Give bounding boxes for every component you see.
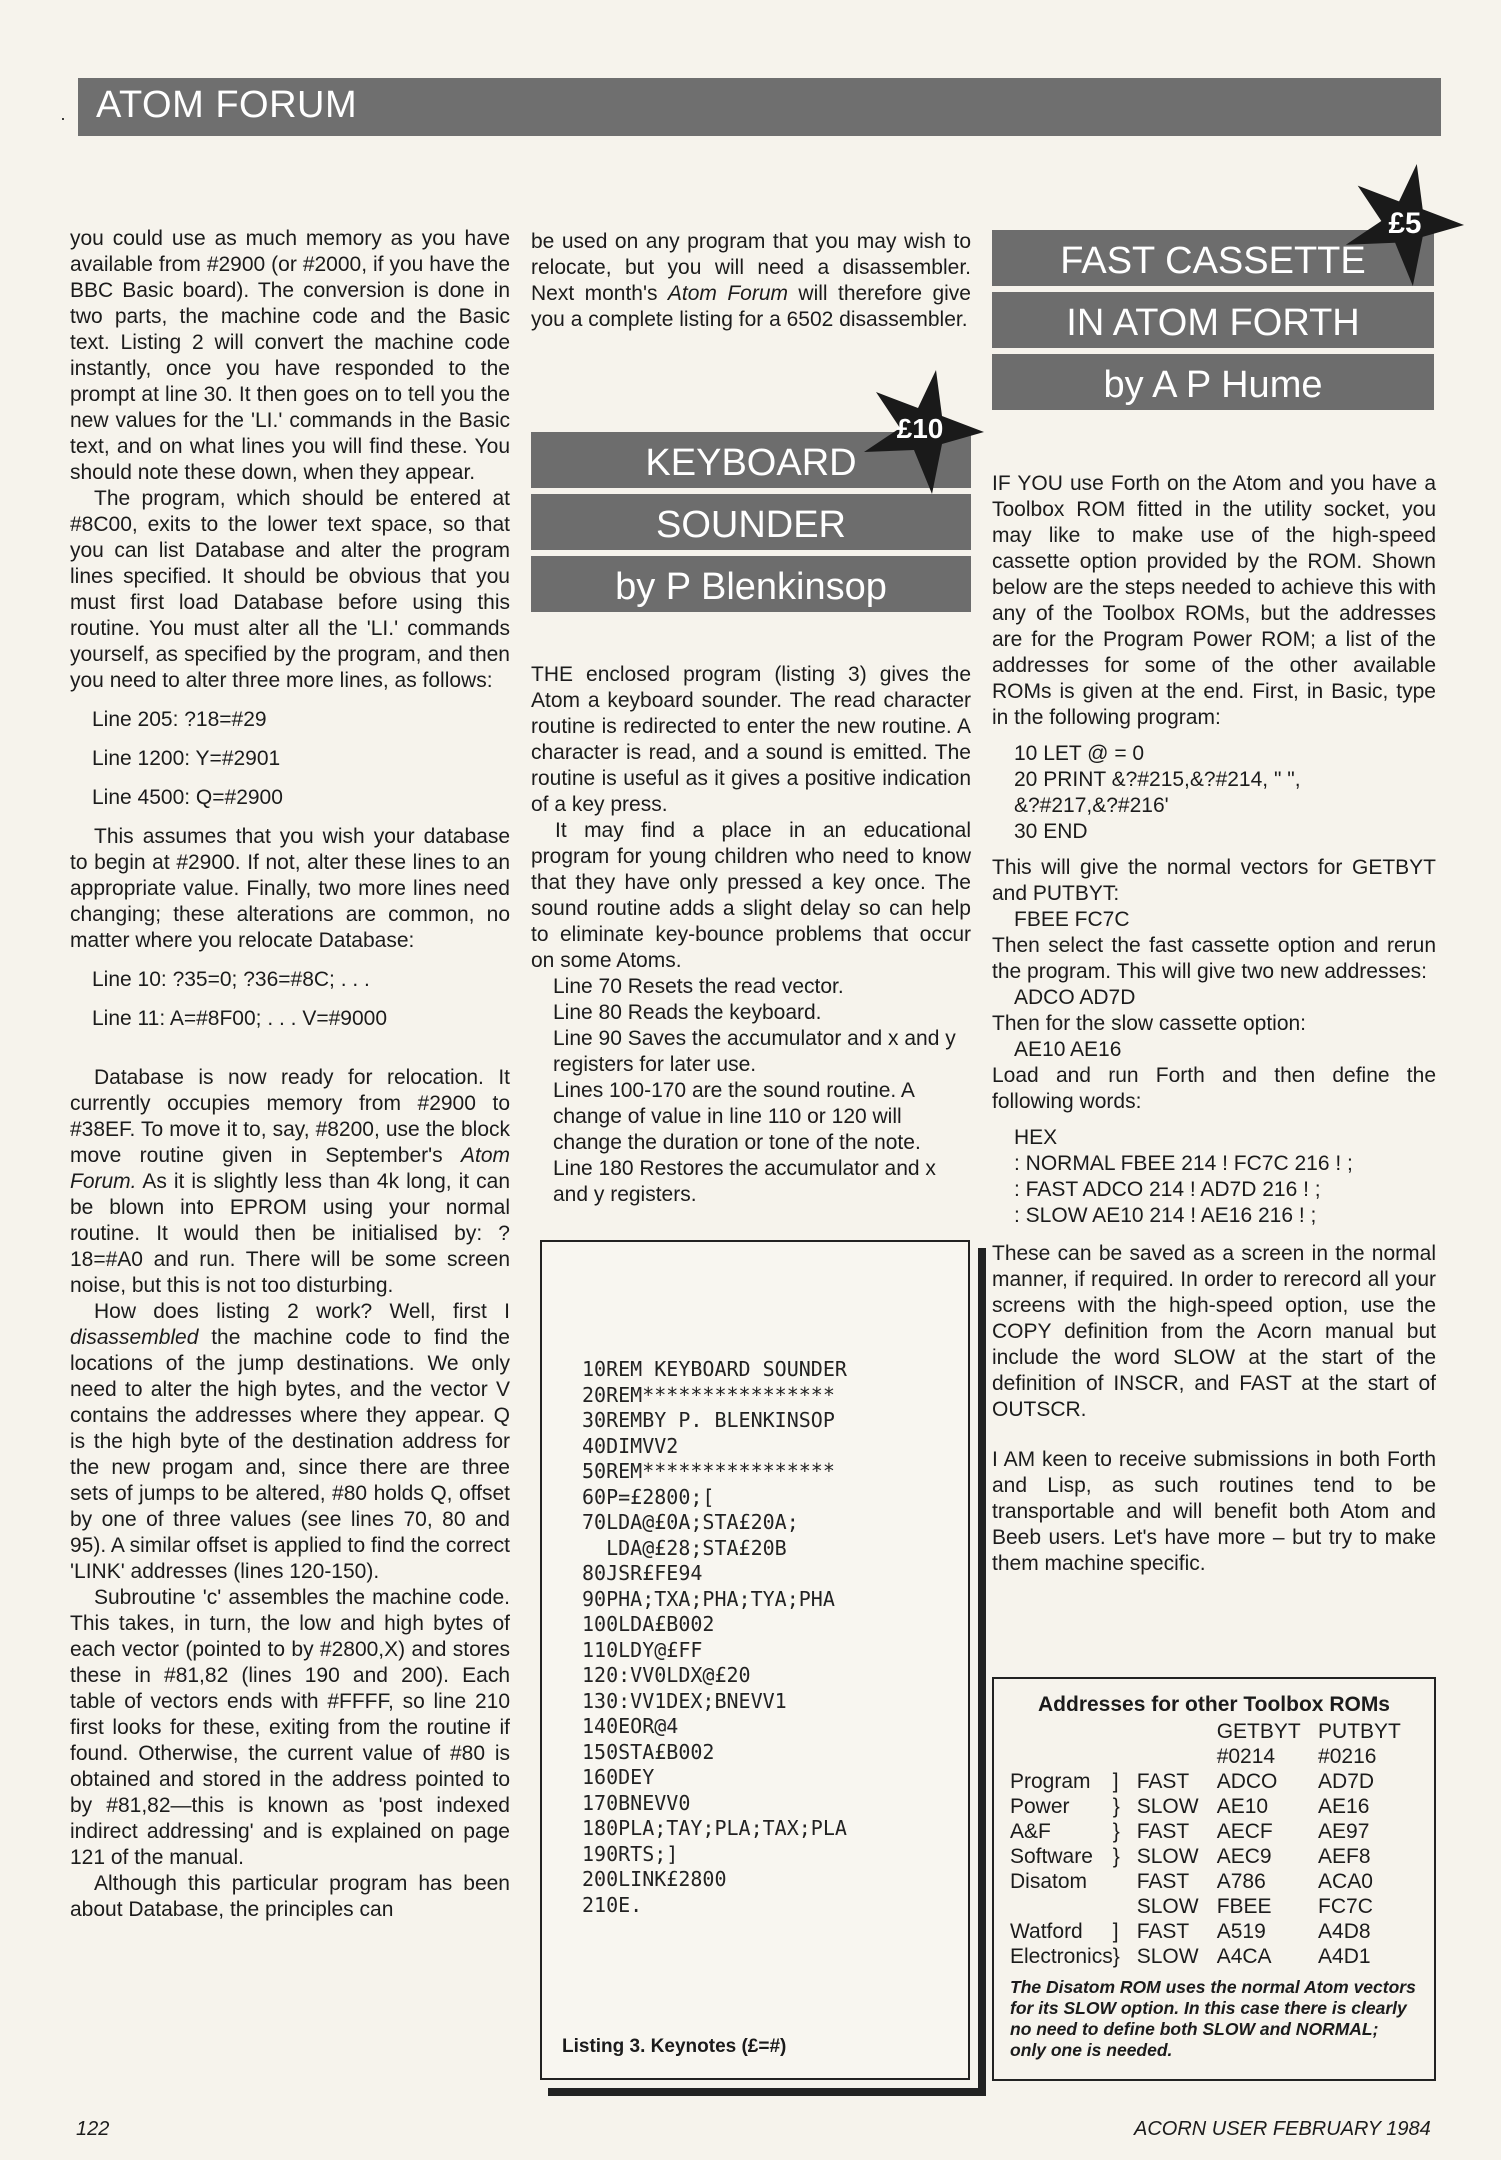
addresses-title: Addresses for other Toolbox ROMs — [1038, 1693, 1390, 1716]
cell-brace: } — [1112, 1845, 1120, 1868]
cell-put: AE97 — [1318, 1820, 1370, 1843]
col-head-0216: #0216 — [1318, 1745, 1377, 1768]
column-1 — [70, 226, 510, 1923]
col-head-putbyt: PUTBYT — [1318, 1720, 1401, 1743]
cell-brace — [1113, 1869, 1137, 1894]
forth-slow: : SLOW AE10 214 ! AE16 216 ! ; — [1014, 1204, 1317, 1227]
col1-paragraph-2: The program, which should be entered at #8C00, exits to the lower text space, so that you can list Database and alter the program lines specified. It should be obvious that you must first load Database before using this routine. You must alter all the 'LI.' commands yourself, as specified by the program, and then you need to alter three more lines, as follows: — [70, 487, 510, 692]
col1-paragraph-4 — [70, 1065, 510, 1299]
cell-get: A519 — [1216, 1920, 1266, 1943]
col2-paragraph-1 — [531, 229, 971, 333]
cell-name — [1010, 1894, 1113, 1919]
addr-header-row-2 — [1010, 1744, 1418, 1769]
p5-text-b: the machine code to find the locations of the jump destinations. We only need to alter the high bytes, and the vector V contains the addresses where they appear. Q is the high byte of the destination address for the new progam and, since there are three sets of jumps to be altered, #80 holds Q, offset by one of three values (see lines 70, 80 and 95). A similar offset is applied to find the correct 'LINK' addresses (lines 120-150). — [70, 1326, 510, 1583]
basic-line-20-cont: &?#217,&?#216' — [1014, 794, 1169, 817]
table-row — [1010, 1819, 1418, 1844]
col3-paragraph-4: Then for the slow cassette option: — [992, 1012, 1307, 1035]
cell-name: Program — [1010, 1770, 1091, 1793]
table-row — [1010, 1844, 1418, 1869]
cell-name: Disatom — [1010, 1870, 1088, 1893]
listing-code: 10REM KEYBOARD SOUNDER 20REM**************** 30REMBY P. BLENKINSOP 40DIMVV2 50REM**************** 60P=£2800;[ 70LDA@£0A;STA£20A; LDA@£28;STA£20B 80JSR£FE94 90PHA;TXA;PHA;TYA;PHA 100LDA£B002 110LDY@£FF 120:VV0LDX@£20 130:VV1DEX;BNEVV1 140EOR@4 150STA£B002 160DEY 170BNEVV0 180PLA;TAY;PLA;TAX;PLA 190RTS;] 200LINK£2800 210E. — [582, 1357, 847, 1917]
cell-get: ADCO — [1216, 1770, 1278, 1793]
col2-line-90: Line 90 Saves the accumulator and x and y registers for later use. — [553, 1027, 956, 1076]
col2-line-80: Line 80 Reads the keyboard. — [553, 1001, 822, 1024]
vectors-fast: ADCO AD7D — [1014, 986, 1136, 1009]
cell-mode: FAST — [1136, 1820, 1190, 1843]
addr-header-row — [1010, 1719, 1418, 1744]
listing-3-box — [540, 1240, 970, 2080]
table-row — [1010, 1769, 1418, 1794]
cell-put: AD7D — [1318, 1770, 1375, 1793]
table-row — [1010, 1894, 1418, 1919]
basic-line-10: 10 LET @ = 0 — [1014, 742, 1145, 765]
col2-paragraph-3: It may find a place in an educational program for young children who need to know that they have only pressed a key once. The sound routine adds a slight delay so can help to eliminate key-bounce problems that occur on some Atoms. — [531, 819, 971, 972]
basic-line-30: 30 END — [1014, 820, 1088, 843]
listing-caption: Listing 3. Keynotes (£=#) — [562, 2036, 787, 2057]
col2-p1-text-b: will therefore give you a complete listing for a 6502 disassembler. — [531, 282, 971, 331]
cell-brace: } — [1112, 1795, 1120, 1818]
table-row — [1010, 1919, 1418, 1944]
kb-title-line-1: KEYBOARD — [531, 432, 971, 494]
col3-paragraph-6: These can be saved as a screen in the normal manner, if required. In order to rerecord all your screens with the high-speed option, use the COPY definition from the Acorn manual but include the word SLOW at the start of the definition of INSCR, and FAST at the start of OUTSCR. — [992, 1242, 1436, 1421]
cell-name: Electronics — [1010, 1945, 1113, 1968]
code-line-205: Line 205: ?18=#29 — [92, 708, 267, 731]
col1-paragraph-1: you could use as much memory as you have available from #2900 (or #2000, if you have the BBC Basic board). The conversion is done in two parts, the machine code and the Basic text. Listing 2 will convert the machine code instantly, once you have responded to the prompt at line 30. It then goes on to tell you the new values for the 'LI.' commands in the Basic text, and on what lines you will find these. You should note these down, when they appear. — [70, 227, 510, 484]
section-header — [78, 78, 1441, 136]
bullet-dot: · — [60, 108, 66, 128]
kb-title-line-2: SOUNDER — [531, 494, 971, 556]
column-2-body — [531, 662, 971, 1208]
vectors-slow: AE10 AE16 — [1014, 1038, 1122, 1061]
code-line-11: Line 11: A=#8F00; . . . V=#9000 — [92, 1007, 388, 1030]
forth-normal: : NORMAL FBEE 214 ! FC7C 216 ! ; — [1014, 1152, 1353, 1175]
cell-put: FC7C — [1318, 1895, 1373, 1918]
col2-p1-text-a: be used on any program that you may wish to relocate, but you will need a disassembler. Next month's — [531, 230, 971, 305]
cell-name: Power — [1010, 1795, 1070, 1818]
col2-line-70: Line 70 Resets the read vector. — [553, 975, 844, 998]
code-line-1200: Line 1200: Y=#2901 — [92, 747, 281, 770]
section-title: ATOM FORUM — [96, 84, 358, 126]
col3-paragraph-1: IF YOU use Forth on the Atom and you have a Toolbox ROM fitted in the utility socket, you may like to make use of the high-speed cassette option provided by the ROM. Shown below are the steps needed to achieve this with any of the Toolbox ROMs, but the addresses are for the Program Power ROM; a list of the addresses for some of the other available ROMs is given at the end. First, in Basic, type in the following program: — [992, 472, 1436, 729]
table-row — [1010, 1869, 1418, 1894]
col1-paragraph-7: Although this particular program has been about Database, the principles can — [70, 1872, 510, 1921]
col3-paragraph-3: Then select the fast cassette option and rerun the program. This will give two new addresses: — [992, 934, 1436, 983]
cell-put: AEF8 — [1318, 1845, 1371, 1868]
code-line-4500: Line 4500: Q=#2900 — [92, 786, 283, 809]
magazine-footer: ACORN USER FEBRUARY 1984 — [1134, 2118, 1431, 2140]
cell-put: AE16 — [1318, 1795, 1370, 1818]
page-number: 122 — [76, 2118, 110, 2140]
cell-mode: SLOW — [1136, 1895, 1199, 1918]
cell-get: A4CA — [1216, 1945, 1272, 1968]
p4-text-a: Database is now ready for relocation. It currently occupies memory from #2900 to #38EF. To move it to, say, #8200, use the block move routine given in September's — [70, 1066, 510, 1167]
table-row — [1010, 1944, 1418, 1969]
col1-paragraph-5 — [70, 1299, 510, 1585]
cell-mode: SLOW — [1136, 1945, 1199, 1968]
fc-title-line-3: by A P Hume — [992, 354, 1434, 416]
p4-text-b: As it is slightly less than 4k long, it can be blown into EPROM using your normal routine. It would then be initialised by: ?18=#A0 and run. There will be some screen noise, but this is not too disturbing. — [70, 1170, 510, 1297]
cell-brace: } — [1112, 1945, 1120, 1968]
col2-lines-100-170: Lines 100-170 are the sound routine. A change of value in line 110 or 120 will change the duration or tone of the note. — [553, 1079, 921, 1154]
cell-get: A786 — [1216, 1870, 1266, 1893]
vectors-normal: FBEE FC7C — [1014, 908, 1130, 931]
cell-name: Watford — [1010, 1920, 1083, 1943]
basic-line-20: 20 PRINT &?#215,&?#214, " ", — [1014, 768, 1301, 791]
col1-paragraph-6: Subroutine 'c' assembles the machine code. This takes, in turn, the low and high bytes of each vector (pointed to by #2800,X) and stores these in #81,82 (lines 190 and 200). Each table of vectors ends with #FFFF, so line 210 first looks for these, exiting from the routine if found. Otherwise, the current value of #80 is obtained and stored in the address pointed to by #81,82—this is known as 'post indexed indirect addressing' and is explained on page 121 of the manual. — [70, 1586, 510, 1869]
cell-get: AECF — [1216, 1820, 1273, 1843]
cell-mode: FAST — [1136, 1920, 1190, 1943]
cell-put: A4D8 — [1318, 1920, 1371, 1943]
forth-fast: : FAST ADCO 214 ! AD7D 216 ! ; — [1014, 1178, 1321, 1201]
price-star-icon — [1338, 160, 1468, 290]
cell-brace: ] — [1112, 1770, 1119, 1793]
col3-paragraph-7: I AM keen to receive submissions in both Forth and Lisp, as such routines tend to be transportable and will benefit both Atom and Beeb users. Let's have more – but try to make them machine specific. — [992, 1448, 1436, 1575]
column-3 — [992, 471, 1436, 1577]
table-row — [1010, 1794, 1418, 1819]
cell-mode: FAST — [1136, 1770, 1190, 1793]
addresses-note: The Disatom ROM uses the normal Atom vectors for its SLOW option. In this case there is clearly no need to define both SLOW and NORMAL; only one is needed. — [1010, 1977, 1416, 2060]
cell-mode: SLOW — [1136, 1795, 1199, 1818]
p4-emphasis: Atom Forum. — [70, 1144, 510, 1193]
fc-title-line-2: IN ATOM FORTH — [992, 292, 1434, 354]
p5-text-a: How does listing 2 work? Well, first I — [94, 1300, 510, 1323]
cell-mode: FAST — [1136, 1870, 1190, 1893]
cell-get: AEC9 — [1216, 1845, 1272, 1868]
cell-brace: ] — [1112, 1920, 1119, 1943]
cell-get: FBEE — [1216, 1895, 1272, 1918]
col-head-0214: #0214 — [1216, 1745, 1276, 1768]
cell-get: AE10 — [1216, 1795, 1269, 1818]
col3-paragraph-5: Load and run Forth and then define the following words: — [992, 1064, 1436, 1113]
price-tag-10: £10 — [896, 413, 944, 444]
col2-line-180: Line 180 Restores the accumulator and x and y registers. — [553, 1157, 936, 1206]
forth-hex: HEX — [1014, 1126, 1058, 1149]
cell-brace — [1113, 1894, 1137, 1919]
col1-paragraph-3: This assumes that you wish your database to begin at #2900. If not, alter these lines to an appropriate value. Finally, two more lines need changing; these alterations are common, no matter where you relocate Database: — [70, 825, 510, 952]
kb-title-line-3: by P Blenkinsop — [531, 556, 971, 618]
cell-mode: SLOW — [1136, 1845, 1199, 1868]
cell-name: A&F — [1010, 1820, 1051, 1843]
p5-emphasis: disassembled — [70, 1326, 199, 1349]
addresses-table — [1010, 1719, 1418, 1969]
column-2-intro — [531, 229, 971, 333]
cell-put: A4D1 — [1318, 1945, 1371, 1968]
col-head-getbyt: GETBYT — [1216, 1720, 1301, 1743]
price-tag-5: £5 — [1388, 206, 1422, 240]
price-star-icon — [856, 366, 988, 498]
cell-name: Software — [1010, 1845, 1093, 1868]
fc-title-line-1: FAST CASSETTE — [992, 230, 1434, 292]
col2-paragraph-2: THE enclosed program (listing 3) gives the Atom a keyboard sounder. The read character routine is redirected to enter the new routine. A character is read, and a sound is emitted. The routine is useful as it gives a positive indication of a key press. — [531, 663, 971, 816]
col3-paragraph-2: This will give the normal vectors for GETBYT and PUTBYT: — [992, 856, 1436, 905]
addresses-box — [992, 1677, 1436, 2081]
cell-put: ACA0 — [1318, 1870, 1373, 1893]
cell-brace: } — [1112, 1820, 1120, 1843]
col2-p1-emphasis: Atom Forum — [667, 282, 788, 305]
code-line-10: Line 10: ?35=0; ?36=#8C; . . . — [92, 968, 370, 991]
